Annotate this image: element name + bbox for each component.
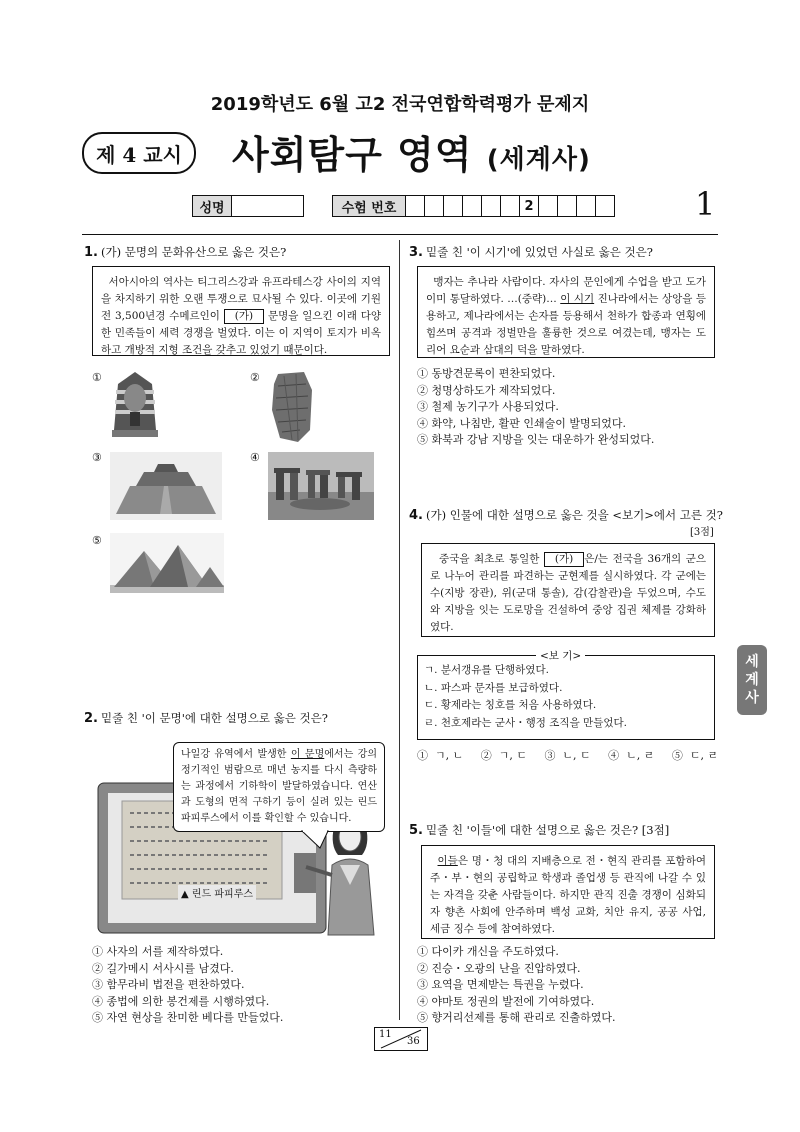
- q4-bogi-box: [417, 655, 715, 740]
- q1-option-3[interactable]: ③: [92, 451, 102, 464]
- q4-passage: 중국을 최초로 통일한 (가) 은/는 전국을 36개의 군으로 나누어 관리를 파견하는 군현제를 실시하였다. 각 군에는 수(지방 장관), 위(군대 통솔), 감(감찰관)을 두었으며, 수도와 지방을 잇는 도로망을 건설하여 중앙 집권 체제를 강화하였다.: [421, 543, 715, 637]
- q5-prompt: 5. 밑줄 친 '이들'에 대한 설명으로 옳은 것은? [3점]: [409, 823, 670, 838]
- q1-option-5[interactable]: ⑤: [92, 534, 102, 547]
- q3-option-1[interactable]: ① 동방견문록이 편찬되었다.: [417, 367, 556, 380]
- q4-choices[interactable]: ① ㄱ, ㄴ ② ㄱ, ㄷ ③ ㄴ, ㄷ ④ ㄴ, ㄹ ⑤ ㄷ, ㄹ: [417, 749, 719, 762]
- name-field: [192, 195, 304, 217]
- side-tab-label: 세계사: [745, 654, 759, 706]
- q1-option-4[interactable]: ④: [250, 451, 260, 464]
- q5-option-5[interactable]: ⑤ 향거리선제를 통해 관리로 진출하였다.: [417, 1011, 616, 1024]
- q5-options: [417, 944, 616, 1027]
- session-badge: 제 4 교시: [82, 132, 196, 174]
- exam-title: 2019학년도 6월 고2 전국연합학력평가 문제지: [210, 94, 590, 115]
- exam-number-digit: 2: [520, 195, 539, 217]
- exam-number-cell[interactable]: [444, 195, 463, 217]
- speech-bubble-tail: [300, 830, 330, 850]
- q4-bogi-item: ㄷ. 황제라는 칭호를 처음 사용하였다.: [424, 699, 597, 711]
- q2-caption: ▲ 린드 파피루스: [178, 885, 256, 900]
- clay-tablet-image: [268, 370, 314, 444]
- q1-option-1[interactable]: ①: [92, 371, 102, 384]
- subject-main: 사회탐구 영역: [232, 133, 473, 177]
- ziggurat-image: [110, 452, 222, 520]
- exam-number-cell[interactable]: [482, 195, 501, 217]
- q2-options: [92, 944, 283, 1027]
- pyramids-image: [110, 533, 224, 593]
- q3-option-4[interactable]: ④ 화약, 나침반, 활판 인쇄술이 발명되었다.: [417, 416, 626, 430]
- q3-option-5[interactable]: ⑤ 화북과 강남 지방을 잇는 대운하가 완성되었다.: [417, 433, 655, 446]
- q5-option-1[interactable]: ① 다이카 개신을 주도하였다.: [417, 945, 559, 958]
- q2-prompt: 2. 밑줄 친 '이 문명'에 대한 설명으로 옳은 것은?: [84, 711, 328, 726]
- q4-bogi-item: ㄹ. 천호제라는 군사・행정 조직을 만들었다.: [424, 716, 627, 729]
- subject-sub: (세계사): [486, 145, 591, 175]
- exam-number-cell[interactable]: [501, 195, 520, 217]
- exam-number-cell[interactable]: [596, 195, 615, 217]
- page-number: 1: [695, 185, 716, 223]
- subject-side-tab: [737, 645, 767, 715]
- q3-prompt: 3. 밑줄 친 '이 시기'에 있었던 사실로 옳은 것은?: [409, 245, 653, 260]
- q2-option-1[interactable]: ① 사자의 서를 제작하였다.: [92, 945, 224, 958]
- q5-option-2[interactable]: ② 진승・오광의 난을 진압하였다.: [417, 961, 581, 975]
- q2-option-3[interactable]: ③ 함무라비 법전을 편찬하였다.: [92, 978, 245, 991]
- q4-prompt: 4. (가) 인물에 대한 설명으로 옳은 것을 <보기>에서 고른 것?: [409, 508, 723, 523]
- q2-option-2[interactable]: ② 길가메시 서사시를 남겼다.: [92, 961, 234, 975]
- q2-option-5[interactable]: ⑤ 자연 현상을 찬미한 베다를 만들었다.: [92, 1011, 284, 1024]
- name-input[interactable]: [232, 195, 304, 217]
- header-divider: [82, 234, 718, 235]
- page-counter: [374, 1027, 428, 1051]
- q1-passage: 서아시아의 역사는 티그리스강과 유프라테스강 사이의 지역을 차지하기 위한 오랜 투쟁으로 묘사될 수 있다. 이곳에 기원전 3,500년경 수메르인이 (가) 문명을 일으킨 이래 다양한 민족들이 세력 경쟁을 벌였다. 이는 이 지역이 토지가 비옥하고 개방적 지형 조건을 갖추고 있었기 때문이다.: [92, 266, 390, 356]
- exam-number-cell[interactable]: [406, 195, 425, 217]
- q4-bogi-title: <보 기>: [536, 648, 585, 663]
- q3-option-3[interactable]: ③ 철제 농기구가 사용되었다.: [417, 400, 559, 413]
- q5-passage: 이들은 명・청 대의 지배층으로 전・현직 관리를 포함하여 주・부・현의 공립학교 학생과 졸업생 등 관직에 나갈 수 있는 자격을 갖춘 사람들이다. 하지만 관직 진출 경쟁이 심화되자 향촌 사회에 안주하며 백성 교화, 치안 유지, 공공 사업, 세금 징수 등에 참여하였다.: [421, 845, 715, 939]
- exam-number-cell[interactable]: [539, 195, 558, 217]
- tutankhamun-mask-image: [110, 370, 160, 438]
- exam-number-label: 수험 번호: [332, 195, 406, 217]
- q5-option-3[interactable]: ③ 요역을 면제받는 특권을 누렸다.: [417, 978, 584, 991]
- column-divider: [399, 240, 400, 1020]
- q3-passage: 맹자는 추나라 사람이다. 자사의 문인에게 수업을 받고 도가 이미 통달하였다. …(중략)… 이 시기 진나라에서는 상앙을 등용하고, 제나라에서는 손자를 등용해서 천하가 합종과 연횡에 힘쓰며 공격과 정벌만을 훌륭한 것으로 여겼는데, 맹자는 도리어 요순과 삼대의 덕을 말하였다.: [417, 266, 715, 358]
- exam-number-cell[interactable]: [425, 195, 444, 217]
- q3-options: [417, 366, 654, 449]
- q2-option-4[interactable]: ④ 종법에 의한 봉건제를 시행하였다.: [92, 994, 270, 1008]
- q4-points: [3점]: [690, 527, 714, 538]
- q4-bogi-item: ㄴ. 파스파 문자를 보급하였다.: [424, 681, 563, 694]
- stonehenge-image: [268, 452, 374, 520]
- total-pages: 36: [407, 1036, 420, 1047]
- q4-bogi-item: ㄱ. 분서갱유를 단행하였다.: [424, 664, 549, 676]
- current-page: 11: [379, 1029, 392, 1040]
- q5-option-4[interactable]: ④ 야마토 정권의 발전에 기여하였다.: [417, 994, 595, 1008]
- q2-speech-bubble: 나일강 유역에서 발생한 이 문명에서는 강의 정기적인 범람으로 매년 농지를 다시 측량하는 과정에서 기하학이 발달하였습니다. 연산과 도형의 면적 구하기 등이 실려 있는 린드 파피루스에서 이를 확인할 수 있습니다.: [173, 742, 385, 832]
- q1-blank: (가): [224, 309, 264, 324]
- name-label: 성명: [192, 195, 232, 217]
- exam-number-cell[interactable]: [558, 195, 577, 217]
- exam-number-cell[interactable]: [463, 195, 482, 217]
- subject-title: [232, 124, 591, 179]
- exam-number-field: [332, 195, 615, 217]
- q4-blank: (가): [544, 552, 584, 567]
- q1-prompt: 1. (가) 문명의 문화유산으로 옳은 것은?: [84, 245, 287, 260]
- q1-option-2[interactable]: ②: [250, 371, 260, 384]
- exam-number-cell[interactable]: [577, 195, 596, 217]
- q3-option-2[interactable]: ② 청명상하도가 제작되었다.: [417, 383, 556, 397]
